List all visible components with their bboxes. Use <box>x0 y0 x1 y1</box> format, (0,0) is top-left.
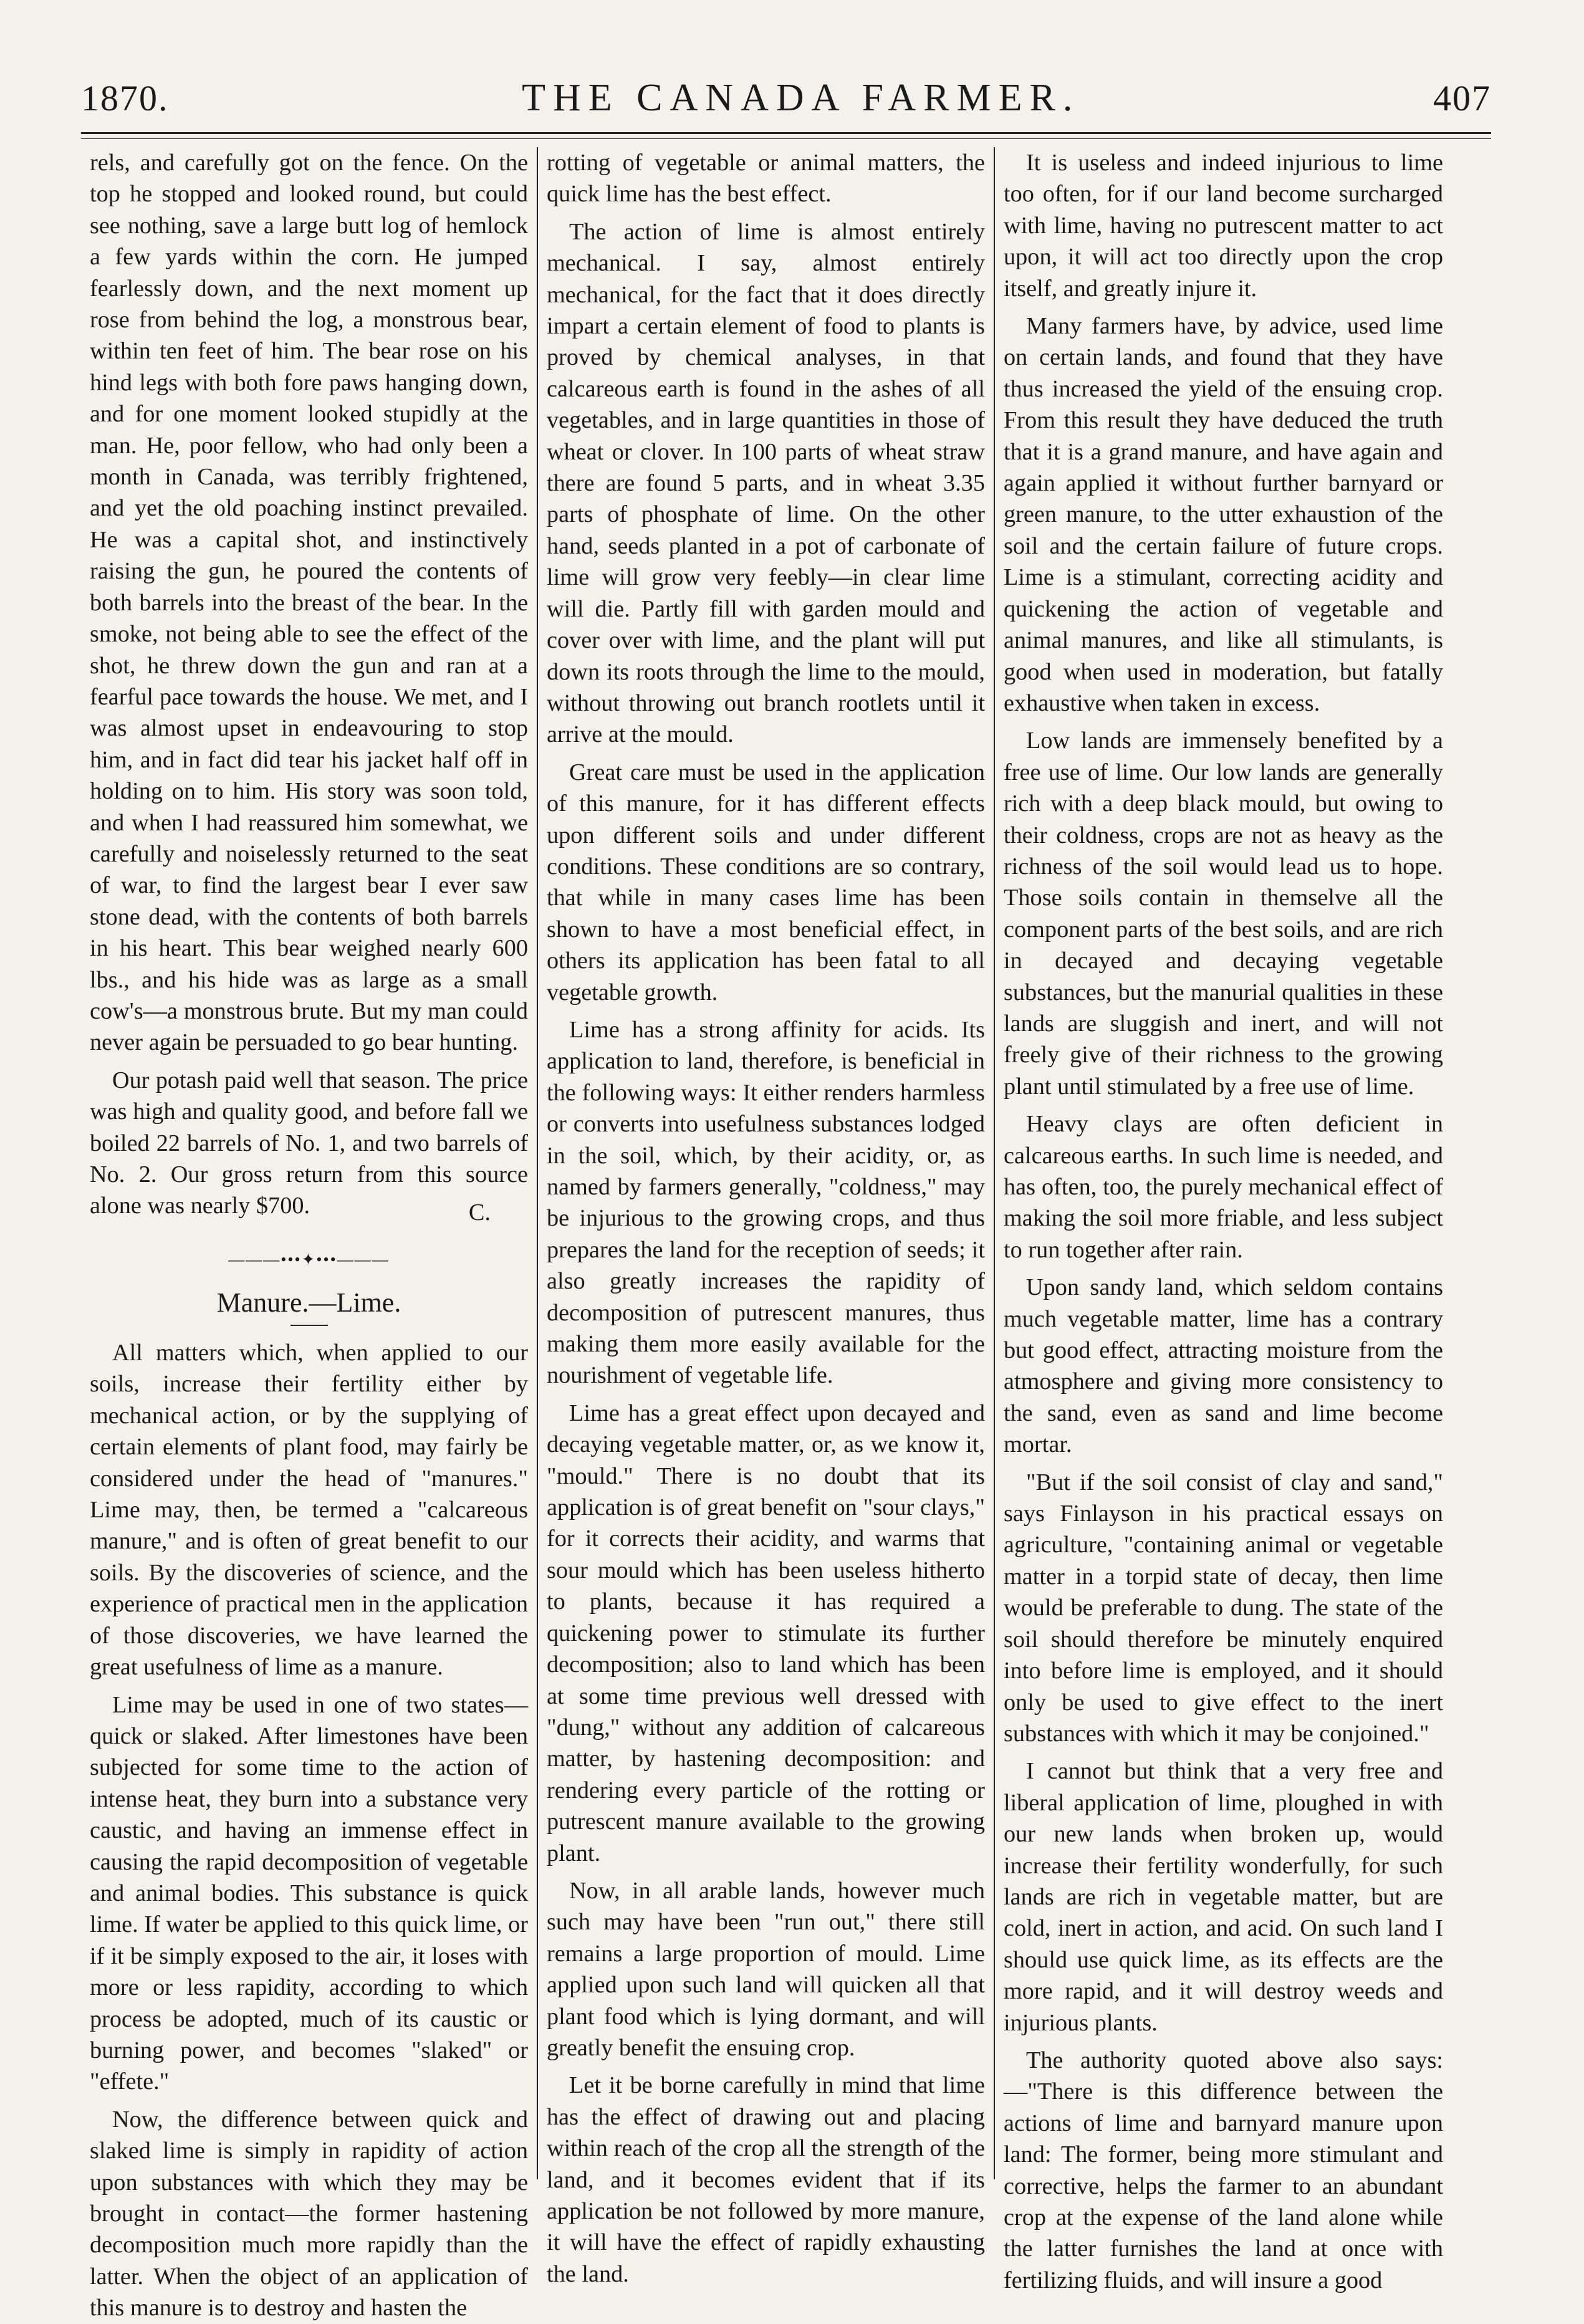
paragraph: The authority quoted above also says:—"There is this difference between the actions of lime and barnyard manure upon land: The former, being more stimulant and corrective, helps the farmer to an abundant crop at the expense of the land alone while the latter furnishes the land at once with fertilizing fluids, and will insure a good <box>1004 2047 1443 2293</box>
paragraph: Upon sandy land, which seldom contains much vegetable matter, lime has a contrary but good effect, attracting moisture from the atmosphere and giving more consistency to the sand, even as sand and lime become mortar. <box>1004 1274 1443 1458</box>
text-columns <box>81 147 1491 2322</box>
paragraph: Our potash paid well that season. The price was high and quality good, and before fall we boiled 22 barrels of No. 1, and two barrels of No. 2. Our gross return from this source alone was nearly $700. <box>90 1067 528 1219</box>
column-1 <box>81 147 538 2322</box>
paragraph: All matters which, when applied to our soils, increase their fertility either by mechanical action, or by the supplying of certain elements of plant food, may fairly be considered under the head of "manures." Lime may, then, be termed a "calcareous manure," and is often of great benefit to our soils. By the discoveries of science, and the experience of practical men in the application of those discoveries, we have learned the great usefulness of lime as a manure. <box>90 1340 528 1681</box>
paragraph: Great care must be used in the application of this manure, for it has different effects upon different soils and under different conditions. These conditions are so contrary, that while in many cases lime has been shown to have a most beneficial effect, in others its application has been fatal to all vegetable growth. <box>547 759 985 1006</box>
publication-title: THE CANADA FARMER. <box>522 76 1080 119</box>
section-heading: Manure.—Lime. <box>216 1287 401 1318</box>
paragraph: rels, and carefully got on the fence. On the top he stopped and looked round, but could see nothing, save a large butt log of hemlock a few yards within the corn. He jumped fearlessly down, and the next moment up rose from behind the log, a monstrous bear, within ten feet of him. The bear rose on his hind legs with both fore paws hanging down, and for one moment looked stupidly at the man. He, poor fellow, who had only been a month in Canada, was terribly frightened, and yet the old poaching instinct prevailed. He was a capital shot, and instinctively raising the gun, he poured the contents of both barrels into the breast of the bear. In the smoke, not being able to see the effect of the shot, he threw down the gun and ran at a fearful pace towards the house. We met, and I was almost upset in endeavouring to stop him, and in fact did tear his jacket half off in holding on to him. His story was soon told, and when I had reassured him somewhat, we carefully and noiselessly returned to the seat of war, to find the largest bear I ever saw stone dead, with the contents of both barrels in his heart. This bear weighed nearly 600 lbs., and his hide was as large as a small cow's—a monstrous brute. But my man could never again be persuaded to go bear hunting. <box>90 150 528 1056</box>
section-divider: ———•••✦•••——— <box>228 1251 390 1269</box>
column-2 <box>538 147 995 2287</box>
paragraph: Lime may be used in one of two states—quick or slaked. After limestones have been subjected for some time to the action of intense heat, they burn into a substance very caustic, and having an immense effect in causing the rapid decomposition of vegetable and animal bodies. This substance is quick lime. If water be applied to this quick lime, or if it be simply exposed to the air, it loses with more or less rapidity, according to which process be adopted, much of its caustic or burning power, and becomes "slaked" or "effete." <box>90 1691 528 2095</box>
paragraph: "But if the soil consist of clay and sand," says Finlayson in his practical essays on agriculture, "containing animal or vegetable matter in a torpid state of decay, then lime would be preferable to dung. The state of the soil should therefore be minutely enquired into before lime is employed, and it should only be used to give effect to the inert substances with which it may be conjoined." <box>1004 1469 1443 1747</box>
page-header <box>81 70 1491 126</box>
header-rule-thin <box>81 138 1491 139</box>
author-signature: C. <box>468 1199 491 1226</box>
page-number: 407 <box>1433 77 1491 118</box>
header-year: 1870. <box>81 77 169 118</box>
paragraph: Lime has a great effect upon decayed and decaying vegetable matter, or, as we know it, "mould." There is no doubt that its application is of great benefit on "sour clays," for it corrects their acidity, and warms that sour mould which has been useless hitherto to plants, because it has required a quickening power to stimulate its further decomposition; also to land which has been at some time previous well dressed with "dung," without any addition of calcareous matter, by hastening decomposition: and rendering every particle of the rotting or putrescent manure available to the growing plant. <box>547 1400 985 1866</box>
paragraph: Lime has a strong affinity for acids. Its application to land, therefore, is beneficial in the following ways: It either renders harmless or converts into usefulness substances lodged in the soil, which, by their acidity, or, as named by farmers generally, "coldness," may be injurious to the growing crops, and thus prepares the land for the reception of seeds; it also greatly increases the rapidity of decomposition of putrescent manures, thus making them more easily available for the nourishment of vegetable life. <box>547 1016 985 1389</box>
header-rule <box>81 132 1491 134</box>
paragraph: Low lands are immensely benefited by a free use of lime. Our low lands are generally rich with a deep black mould, but owing to their coldness, crops are not as heavy as the richness of the soil would lead us to hope. Those soils contain in themselve all the component parts of the best soils, and are rich in decayed and decaying vegetable substances, but the manurial qualities in these lands are sluggish and inert, and will not freely give of their richness to the growing plant until stimulated by a free use of lime. <box>1004 727 1443 1100</box>
heading-rule <box>290 1325 328 1326</box>
paragraph: Let it be borne carefully in mind that lime has the effect of drawing out and placing within reach of the crop all the strength of the land, and it becomes evident that if its application be not followed by more manure, it will have the effect of rapidly exhausting the land. <box>547 2072 985 2287</box>
paragraph: Now, the difference between quick and slaked lime is simply in rapidity of action upon substances with which they may be brought in contact—the former hastening decomposition much more rapidly than the latter. When the object of an application of this manure is to destroy and hasten the <box>90 2106 528 2322</box>
paragraph: rotting of vegetable or animal matters, the quick lime has the best effect. <box>547 150 985 208</box>
paragraph: Heavy clays are often deficient in calcareous earths. In such lime is needed, and has often, too, the purely mechanical effect of making the soil more friable, and less subject to run together after rain. <box>1004 1111 1443 1263</box>
paragraph: I cannot but think that a very free and liberal application of lime, ploughed in with our new lands when broken up, would increase their fertility wonderfully, for such lands are rich in vegetable matter, but are cold, inert in action, and acid. On such land I should use quick lime, as its effects are the more rapid, and it will destroy weeds and injurious plants. <box>1004 1758 1443 2036</box>
paragraph: Many farmers have, by advice, used lime on certain lands, and found that they have thus increased the yield of the ensuing crop. From this result they have deduced the truth that it is a grand manure, and have again and again applied it without further barnyard or green manure, to the utter exhaustion of the soil and the certain failure of future crops. Lime is a stimulant, correcting acidity and quickening the action of vegetable and animal manures, and like all stimulants, is good when used in moderation, but fatally exhaustive when taken in excess. <box>1004 313 1443 716</box>
paragraph: It is useless and indeed injurious to lime too often, for if our land become surcharged with lime, having no putrescent matter to act upon, it will act too directly upon the crop itself, and greatly injure it. <box>1004 150 1443 302</box>
column-3 <box>995 147 1452 2293</box>
paragraph: Now, in all arable lands, however much such may have been "run out," there still remains a large proportion of mould. Lime applied upon such land will quicken all that plant food which is lying dormant, and will greatly benefit the ensuing crop. <box>547 1877 985 2061</box>
paragraph: The action of lime is almost entirely mechanical. I say, almost entirely mechanical, for the fact that it does directly impart a certain element of food to plants is proved by chemical analyses, in that calcareous earth is found in the ashes of all vegetables, and in large quantities in those of wheat or clover. In 100 parts of wheat straw there are found 5 parts, and in wheat 3.35 parts of phosphate of lime. On the other hand, seeds planted in a pot of carbonate of lime will grow very feebly—in clear lime will die. Partly fill with garden mould and cover over with lime, and the plant will put down its roots through the lime to the mould, without throwing out branch rootlets until it arrive at the mould. <box>547 218 985 748</box>
